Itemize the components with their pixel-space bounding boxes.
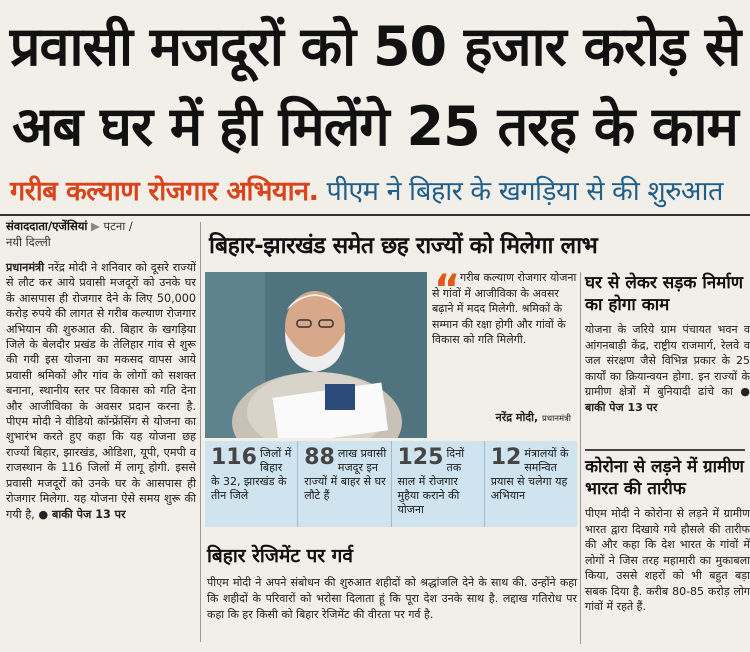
subhead-blue: पीएम ने बिहार के खगड़िया से की शुरुआत: [326, 176, 723, 207]
right-story-1-body: [585, 322, 750, 415]
section-banner: बिहार-झारखंड समेत छह राज्यों को मिलेगा लाभ: [209, 233, 598, 259]
bihar-regiment-heading: बिहार रेजिमेंट पर गर्व: [207, 545, 353, 567]
quote-mark-icon: “: [434, 267, 461, 313]
stat-item: [485, 441, 577, 527]
right-story-1-heading: घर से लेकर सड़क निर्माण का होगा काम: [585, 273, 744, 315]
byline-agency: संवाददाता/एजेंसियां: [6, 219, 88, 233]
right-story-1-more-link[interactable]: ● बाकी पेज 13 पर: [585, 385, 750, 414]
headline-line-2: अब घर में ही मिलेंगे 25 तरह के काम: [12, 95, 738, 158]
left-story-text: नरेंद्र मोदी ने शनिवार को दूसरे राज्यों से लौट कर आये प्रवासी मजदूरों को उनके घर के आसपास ही रोजगार देने के लिए 50,000 करोड़ रुपये की लागत से गरीब कल्याण रोजगार अभियान की शुरुआत की. बिहार के खगड़िया जिले के बेलदौर प्रखंड के तेलिहार गांव से शुरू की गयी इस योजना का मकसद वापस आये प्रवासी श्रमिकों और गांव के लोगों को सशक्त बनाना, स्थानीय स्तर पर विकास को गति देना और आजीविका के अवसर प्रदान करना है. पीएम मोदी ने वीडियो कॉन्फ्रेंसिंग से योजना का शुभारंभ करते हुए कहा कि यह योजना छह राज्यों बिहार, झारखंड, ओडिशा, यूपी, एमपी व राजस्थान के 116 जिलों में लागू होगी. इससे प्रवासी मजदूरों को उनके घर के आसपास ही रोजगार मिलेगा. यह योजना ऐसे समय शुरू की गयी है,: [6, 261, 196, 521]
stat-number: 88: [304, 445, 335, 470]
stat-item: [392, 441, 485, 527]
stat-text: लाख प्रवासी मजदूर इन राज्यों में बाहर से घर लौटे हैं: [304, 447, 387, 502]
right-story-1: [585, 272, 750, 415]
pm-photo-illustration: [205, 272, 427, 438]
right-story-2: [585, 456, 750, 615]
left-story-more-link[interactable]: ● बाकी पेज 13 पर: [38, 507, 126, 521]
byline-place-1: पटना /: [103, 219, 133, 233]
play-icon: ▶: [91, 219, 100, 233]
stat-item: [205, 441, 298, 527]
pm-quote: [432, 267, 577, 438]
quote-signature: [496, 410, 571, 428]
quote-text: से गांवों में आजीविका के अवसर बढ़ाने में मदद मिलेगी. श्रमिकों के सम्मान की रक्षा होगी और गांवों के विकास को गति मिलेगी.: [432, 286, 566, 347]
stat-item: [298, 441, 391, 527]
pm-photo: [205, 272, 427, 438]
quote-text-start: गरीब कल्याण रोजगार योजना: [460, 271, 577, 284]
subhead-red: गरीब कल्याण रोजगार अभियान.: [10, 176, 319, 207]
left-story-lead: प्रधानमंत्री: [6, 261, 45, 274]
stat-text: जिलों में बिहार के 32, झारखंड के तीन जिले: [211, 447, 292, 502]
column-divider: [200, 222, 201, 642]
left-column: [6, 218, 196, 648]
byline-place-2: नयी दिल्ली: [6, 235, 51, 249]
stat-number: 125: [397, 445, 444, 470]
right-story-2-body: पीएम मोदी ने कोरोना से लड़ने में ग्रामीण भारत द्वारा दिखाये गये हौसले की तारीफ की और कहा कि देश भारत के गांवों में लोगों ने जिस तरह महामारी का मुकाबला किया, उससे शहरों को भी बहुत बड़ा सबक दिया है. करीब 80-85 करोड़ लोग गांवों में रहते हैं.: [585, 507, 750, 613]
stat-text: मंत्रालयों के समन्वित प्रयास से चलेगा यह अभियान: [490, 447, 569, 502]
right-divider: [585, 449, 745, 451]
right-story-1-text: योजना के जरिये ग्राम पंचायत भवन व आंगनबाड़ी केंद्र, राष्ट्रीय राजमार्ग, रेलवे व जल संरक्षण जैसे विभिन्न प्रकार के 25 कार्यों का क्रियान्वयन होगा. इन राज्यों के ग्रामीण क्षेत्रों में बुनियादी ढांचे का: [585, 323, 750, 398]
quote-role: प्रधानमंत्री: [542, 414, 571, 424]
right-column-divider: [580, 272, 581, 644]
subheadline: [10, 172, 750, 212]
left-story-body: [6, 260, 196, 522]
stat-number: 12: [490, 445, 522, 470]
right-story-2-heading: कोरोना से लड़ने में ग्रामीण भारत की तारीफ: [585, 457, 744, 499]
stat-number: 116: [211, 445, 257, 470]
divider-rule: [0, 214, 750, 216]
bihar-regiment-body: पीएम मोदी ने अपने संबोधन की शुरुआत शहीदों को श्रद्धांजलि देने के साथ की. उन्होंने कहा कि शहीदों के परिवारों को भरोसा दिलाता हूं कि पूरा देश उनके साथ है. लद्दाख गतिरोध पर कहा कि हर किसी को बिहार रेजिमेंट की वीरता पर गर्व है.: [207, 576, 577, 621]
stats-box: [205, 441, 577, 527]
stat-text: दिनों तक साल में रोजगार मुहैया कराने की योजना: [397, 447, 465, 516]
quote-author: नरेंद्र मोदी,: [495, 411, 539, 424]
headline-line-1: प्रवासी मजदूरों को 50 हजार करोड़ से: [9, 15, 741, 78]
byline: [6, 218, 196, 250]
